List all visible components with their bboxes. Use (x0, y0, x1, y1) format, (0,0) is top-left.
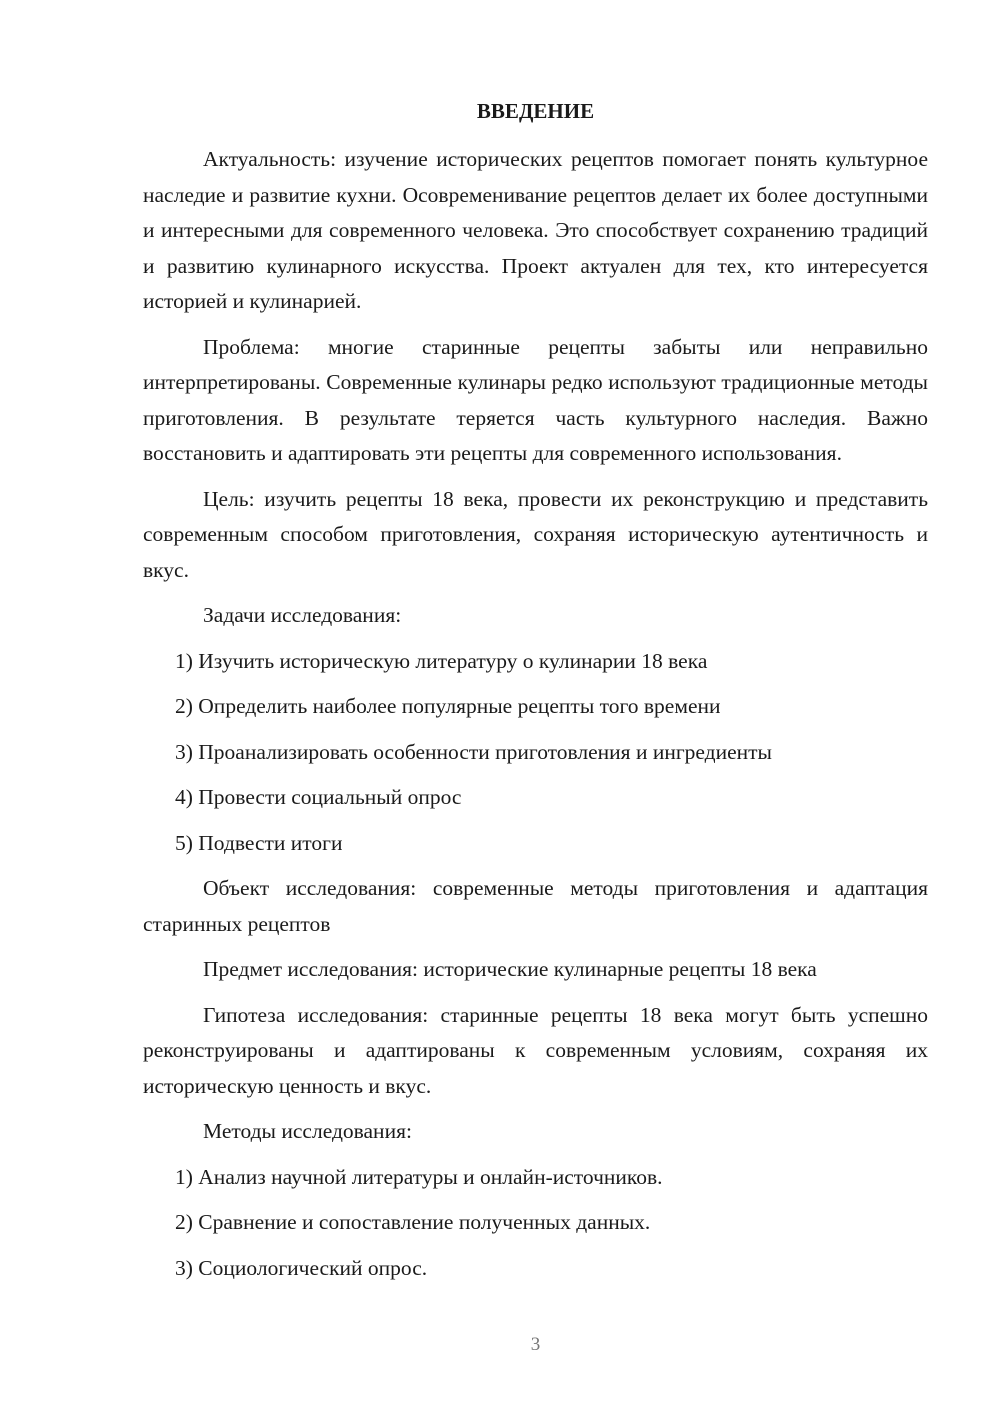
hypothesis-paragraph: Гипотеза исследования: старинные рецепты 18 века могут быть успешно реконструированы и адаптированы к современным условиям, сохраняя их историческую ценность и вкус. (143, 1002, 928, 1098)
task-item: 2) Определить наиболее популярные рецепты того времени (175, 694, 721, 718)
task-item: 1) Изучить историческую литературу о кулинарии 18 века (175, 648, 708, 673)
page-title: ВВЕДЕНИЕ (476, 99, 595, 123)
task-item: 4) Провести социальный опрос (175, 785, 462, 809)
task-item: 3) Проанализировать особенности приготовления и ингредиенты (175, 739, 772, 764)
tasks-heading: Задачи исследования: (203, 603, 402, 627)
methods-list (143, 1160, 928, 1287)
tasks-list (143, 644, 928, 862)
task-item: 5) Подвести итоги (175, 830, 343, 855)
method-item: 3) Социологический опрос. (175, 1255, 428, 1280)
method-item: 2) Сравнение и сопоставление полученных данных. (175, 1210, 651, 1234)
method-item: 1) Анализ научной литературы и онлайн-источников. (175, 1164, 663, 1189)
relevance-paragraph: Актуальность: изучение исторических рецептов помогает понять культурное наследие и развитие кухни. Осовременивание рецептов делает их более доступными и интересными для современного человека. Это способствует сохранению традиций и развитию кулинарного искусства. Проект актуален для тех, кто интересуется историей и кулинарией. (143, 147, 928, 313)
methods-heading: Методы исследования: (203, 1119, 412, 1143)
subject-paragraph: Предмет исследования: исторические кулинарные рецепты 18 века (203, 957, 817, 981)
page-number: 3 (530, 1334, 541, 1355)
problem-paragraph: Проблема: многие старинные рецепты забыты или неправильно интерпретированы. Современные кулинары редко используют традиционные методы приготовления. В результате теряется часть культурного наследия. Важно восстановить и адаптировать эти рецепты для современного использования. (143, 334, 928, 465)
object-paragraph: Объект исследования: современные методы приготовления и адаптация старинных рецептов (143, 876, 928, 936)
document-body (143, 142, 928, 1296)
document-page (143, 0, 928, 1414)
goal-paragraph: Цель: изучить рецепты 18 века, провести их реконструкцию и представить современным способом приготовления, сохраняя историческую аутентичность и вкус. (143, 486, 928, 582)
